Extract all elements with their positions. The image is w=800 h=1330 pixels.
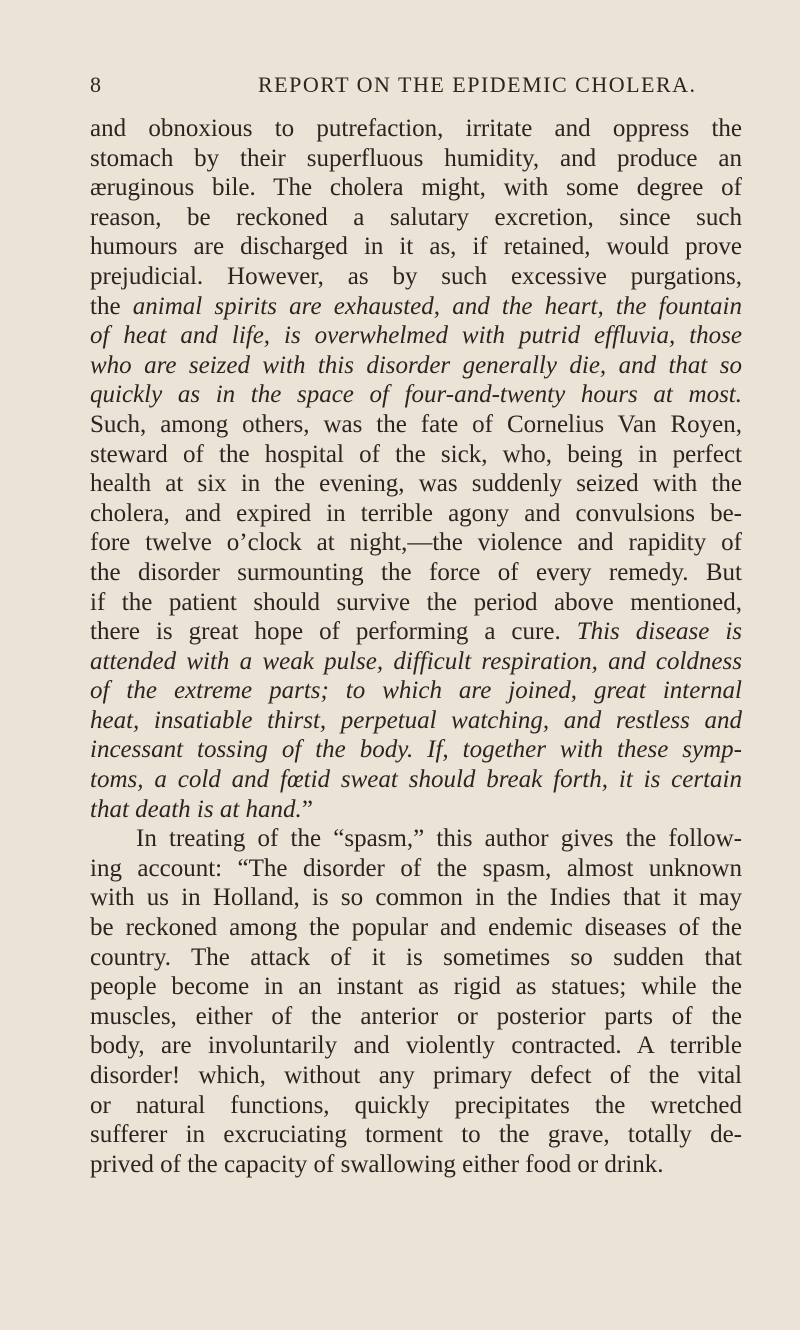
roman-text: sufferer in excruciating torment to the grave, totally de- [90, 1121, 742, 1149]
text-line [90, 114, 742, 144]
text-line [90, 528, 742, 558]
roman-text: people become in an instant as rigid as statues; while the [90, 973, 742, 1001]
roman-text: steward of the hospital of the sick, who, being in perfect [90, 440, 742, 468]
italic-text: This disease is [576, 618, 742, 646]
roman-text: the disorder surmounting the force of every remedy. But [90, 558, 742, 586]
text-line [90, 469, 742, 499]
page-number: 8 [90, 72, 103, 97]
running-header [90, 72, 730, 106]
text-line [90, 913, 742, 943]
italic-text: of heat and life, is overwhelmed with putrid effluvia, those [90, 322, 742, 350]
roman-text: reason, be reckoned a salutary excretion, since such [90, 203, 742, 231]
text-line [90, 765, 742, 795]
closing-quote: ” [301, 795, 313, 823]
text-line [90, 1031, 742, 1061]
text-line [90, 1091, 742, 1121]
italic-text: of the extreme parts; to which are joined, great internal [90, 677, 742, 705]
roman-text: with us in Holland, is so common in the Indies that it may [90, 884, 742, 912]
text-line [90, 706, 742, 736]
text-line [90, 262, 742, 292]
text-line [90, 203, 742, 233]
italic-text: heat, insatiable thirst, perpetual watching, and restless and [90, 706, 742, 734]
text-line [90, 617, 742, 647]
text-line [90, 144, 742, 174]
text-line [90, 558, 742, 588]
roman-text: æruginous bile. The cholera might, with some degree of [90, 174, 742, 202]
roman-text: cholera, and expired in terrible agony and convulsions be- [90, 499, 742, 527]
roman-text: stomach by their superfluous humidity, and produce an [90, 144, 742, 172]
text-line [90, 943, 742, 973]
text-line [90, 351, 742, 381]
running-title: REPORT ON THE EPIDEMIC CHOLERA. [258, 72, 697, 97]
text-line [90, 232, 742, 262]
roman-text: body, are involuntarily and violently contracted. A terrible [90, 1032, 742, 1060]
roman-text: there is great hope of performing a cure. [90, 618, 577, 646]
roman-text: muscles, either of the anterior or posterior parts of the [90, 1002, 742, 1030]
roman-text: and obnoxious to putrefaction, irritate and oppress the [90, 115, 742, 142]
text-line [90, 410, 742, 440]
roman-text: the [90, 292, 133, 320]
roman-text: Such, among others, was the fate of Cornelius Van Royen, [90, 410, 742, 438]
italic-text: animal spirits are exhausted, and the heart, the fountain [132, 292, 742, 320]
text-line [90, 588, 742, 618]
text-line [90, 173, 742, 203]
roman-text: prejudicial. However, as by such excessive purgations, [90, 262, 742, 290]
text-line [90, 883, 742, 913]
italic-text: toms, a cold and fœtid sweat should break forth, it is certain [90, 766, 742, 794]
text-line [90, 321, 742, 351]
text-line [90, 380, 742, 410]
roman-text: In treating of the “spasm,” this author gives the follow- [136, 825, 742, 853]
text-line [90, 735, 742, 765]
text-line [90, 499, 742, 529]
text-line [90, 1002, 742, 1032]
roman-text: disorder! which, without any primary defect of the vital [90, 1062, 742, 1089]
roman-text: ing account: “The disorder of the spasm, almost unknown [90, 854, 742, 882]
roman-text: country. The attack of it is sometimes so sudden that [90, 943, 742, 971]
text-line [90, 676, 742, 706]
text-line [90, 854, 742, 884]
body-text [90, 114, 742, 1179]
italic-text: incessant tossing of the body. If, together with these symp- [90, 736, 742, 764]
text-line [90, 440, 742, 470]
italic-text: quickly as in the space of four-and-twenty hours at most. [90, 381, 742, 409]
text-line [90, 1120, 742, 1150]
text-line [90, 795, 742, 825]
roman-text: health at six in the evening, was suddenly seized with the [90, 470, 742, 498]
italic-text: attended with a weak pulse, difficult respiration, and coldness [90, 647, 742, 675]
roman-text: or natural functions, quickly precipitates the wretched [90, 1091, 742, 1119]
italic-text: that death is at hand. [90, 795, 302, 823]
text-line [90, 1061, 742, 1091]
roman-text: humours are discharged in it as, if retained, would prove [90, 233, 742, 261]
roman-text: fore twelve o’clock at night,—the violence and rapidity of [90, 529, 742, 557]
italic-text: who are seized with this disorder generally die, and that so [90, 351, 742, 379]
text-line [90, 972, 742, 1002]
text-line [90, 292, 742, 322]
roman-text: if the patient should survive the period above mentioned, [90, 588, 742, 616]
text-line [90, 647, 742, 677]
text-line [90, 824, 742, 854]
roman-text: be reckoned among the popular and endemic diseases of the [90, 914, 742, 942]
text-line [90, 1150, 742, 1180]
roman-text: prived of the capacity of swallowing either food or drink. [90, 1150, 664, 1178]
